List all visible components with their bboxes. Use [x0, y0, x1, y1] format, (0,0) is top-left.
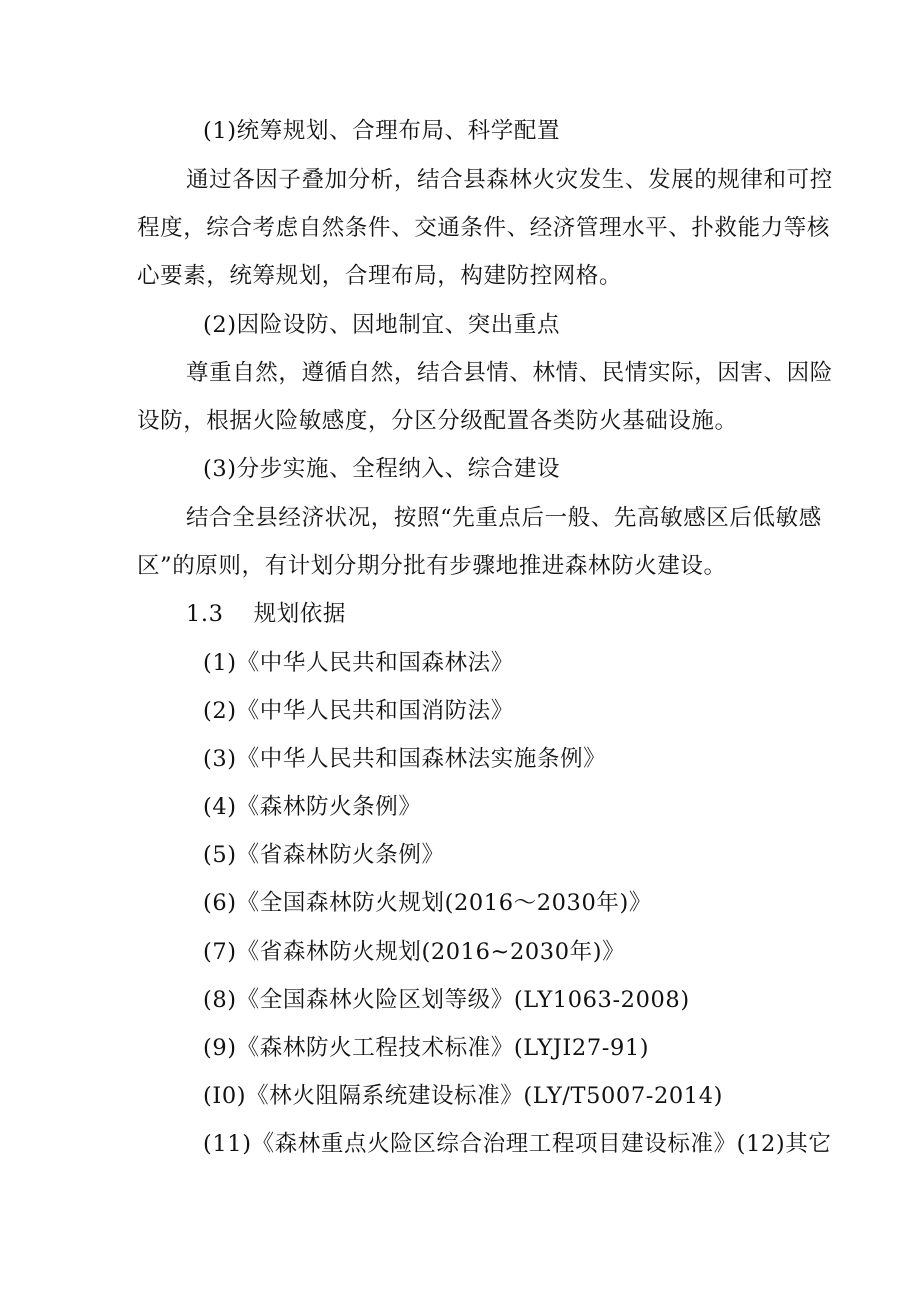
section-heading: [186, 599, 346, 629]
basis-item-9: (9)《森林防火工程技术标准》(LYJI27-91): [203, 1035, 650, 1061]
principle-2-heading: (2)因险设防、因地制宜、突出重点: [203, 312, 561, 338]
basis-item-1: (1)《中华人民共和国森林法》: [203, 650, 514, 676]
principle-2-text-line-1: 尊重自然，遵循自然，结合县情、林情、民情实际，因害、因险: [186, 360, 833, 386]
section-number: 1.3: [186, 601, 224, 627]
basis-item-2: (2)《中华人民共和国消防法》: [203, 698, 514, 724]
principle-1-heading: (1)统筹规划、合理布局、科学配置: [203, 118, 561, 144]
principle-3-text-line-2: 区”的原则，有计划分期分批有步骤地推进森林防火建设。: [137, 553, 727, 579]
basis-item-3: (3)《中华人民共和国森林法实施条例》: [203, 746, 607, 772]
basis-item-10: (I0)《林火阻隔系统建设标准》(LY/T5007-2014): [203, 1083, 723, 1109]
principle-1-text-line-2: 程度，综合考虑自然条件、交通条件、经济管理水平、扑救能力等核: [137, 215, 831, 241]
basis-item-4: (4)《森林防火条例》: [203, 794, 422, 820]
basis-item-8: (8)《全国森林火险区划等级》(LY1063-2008): [203, 987, 690, 1013]
basis-item-5: (5)《省森林防火条例》: [203, 842, 445, 868]
basis-item-7: (7)《省森林防火规划(2016~2030年)》: [203, 939, 626, 965]
principle-3-heading: (3)分步实施、全程纳入、综合建设: [203, 456, 561, 482]
section-title: 规划依据: [253, 601, 346, 627]
principle-1-text-line-1: 通过各因子叠加分析，结合县森林火灾发生、发展的规律和可控: [186, 167, 833, 193]
basis-item-6: (6)《全国森林防火规划(2016～2030年)》: [203, 890, 652, 916]
principle-2-text-line-2: 设防，根据火险敏感度，分区分级配置各类防火基础设施。: [137, 408, 738, 434]
principle-3-text-line-1: 结合全县经济状况，按照“先重点后一般、先高敏感区后低敏感: [186, 505, 822, 531]
basis-item-11: (11)《森林重点火险区综合治理工程项目建设标准》(12)其它: [203, 1131, 832, 1157]
principle-1-text-line-3: 心要素，统筹规划，合理布局，构建防控网格。: [137, 263, 623, 289]
